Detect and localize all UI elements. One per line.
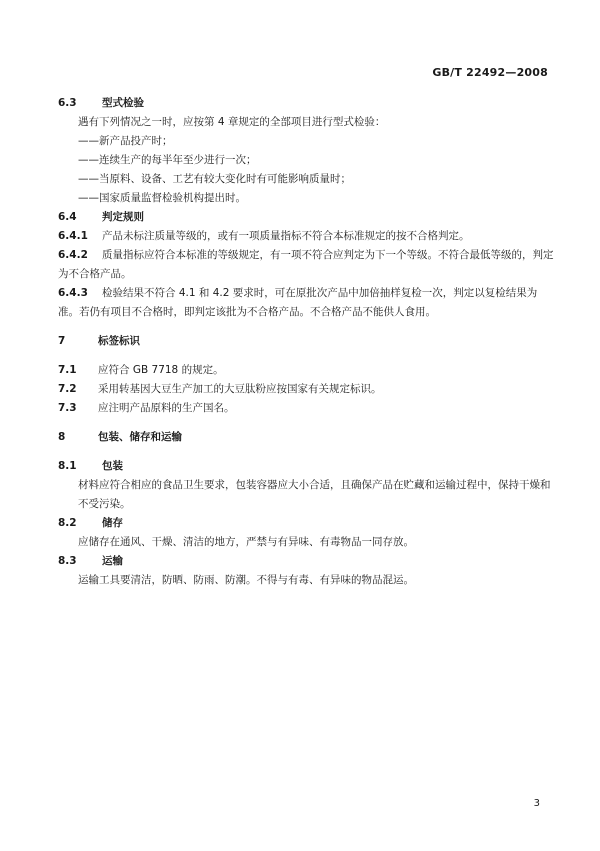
standard-code: GB/T 22492—2008 <box>432 66 548 79</box>
clause-number: 6.4.3 <box>58 287 88 299</box>
clause-title: 包装 <box>102 460 123 472</box>
clause-8-1-heading <box>58 457 554 476</box>
clause-text: 应符合 GB 7718 的规定。 <box>98 364 224 376</box>
clause-title: 储存 <box>102 517 123 529</box>
clause-6-3-heading <box>58 94 554 113</box>
clause-6-4-2 <box>58 246 554 284</box>
list-item: ——当原料、设备、工艺有较大变化时有可能影响质量时； <box>78 173 351 185</box>
list-item: ——新产品投产时； <box>78 135 173 147</box>
section-title: 标签标识 <box>98 335 140 347</box>
clause-number: 7.1 <box>58 364 77 376</box>
clause-6-3-intro: 遇有下列情况之一时，应按第 4 章规定的全部项目进行型式检验： <box>78 116 386 128</box>
clause-text: 采用转基因大豆生产加工的大豆肽粉应按国家有关规定标识。 <box>98 383 382 395</box>
clause-number: 7.2 <box>58 383 77 395</box>
clause-number: 6.4.1 <box>58 230 88 242</box>
clause-8-3-text: 运输工具要清洁，防晒、防雨、防潮。不得与有毒、有异味的物品混运。 <box>78 574 414 586</box>
clause-number: 6.3 <box>58 97 77 109</box>
document-body <box>58 94 554 590</box>
section-number: 8 <box>58 431 66 443</box>
section-8-heading <box>58 428 554 447</box>
clause-7-2 <box>58 380 554 399</box>
clause-text: 检验结果不符合 4.1 和 4.2 要求时，可在原批次产品中加倍抽样复检一次，判定以复检结果为准。若仍有项目不合格时，即判定该批为不合格产品。不合格产品不能供人食用。 <box>58 287 538 318</box>
clause-8-2-heading <box>58 514 554 533</box>
clause-7-3 <box>58 399 554 418</box>
clause-text: 质量指标应符合本标准的等级规定，有一项不符合应判定为下一个等级。不符合最低等级的，判定为不合格产品。 <box>58 249 554 280</box>
clause-text: 应注明产品原料的生产国名。 <box>98 402 235 414</box>
clause-number: 6.4 <box>58 211 77 223</box>
clause-text: 产品未标注质量等级的，或有一项质量指标不符合本标准规定的按不合格判定。 <box>102 230 470 242</box>
clause-number: 7.3 <box>58 402 77 414</box>
clause-number: 8.3 <box>58 555 77 567</box>
clause-8-1-text: 材料应符合相应的食品卫生要求，包装容器应大小合适，且确保产品在贮藏和运输过程中，保持干燥和不受污染。 <box>78 479 551 510</box>
clause-title: 判定规则 <box>102 211 144 223</box>
clause-number: 8.2 <box>58 517 77 529</box>
clause-title: 运输 <box>102 555 123 567</box>
clause-6-4-heading <box>58 208 554 227</box>
clause-6-4-1 <box>58 227 554 246</box>
section-title: 包装、储存和运输 <box>98 431 182 443</box>
section-7-heading <box>58 332 554 351</box>
clause-8-3-heading <box>58 552 554 571</box>
clause-number: 8.1 <box>58 460 77 472</box>
clause-number: 6.4.2 <box>58 249 88 261</box>
list-item: ——国家质量监督检验机构提出时。 <box>78 192 246 204</box>
section-number: 7 <box>58 335 66 347</box>
clause-title: 型式检验 <box>102 97 144 109</box>
clause-7-1 <box>58 361 554 380</box>
page-number: 3 <box>533 798 540 809</box>
clause-6-4-3 <box>58 284 554 322</box>
clause-8-2-text: 应储存在通风、干燥、清洁的地方，严禁与有异味、有毒物品一同存放。 <box>78 536 414 548</box>
list-item: ——连续生产的每半年至少进行一次； <box>78 154 257 166</box>
